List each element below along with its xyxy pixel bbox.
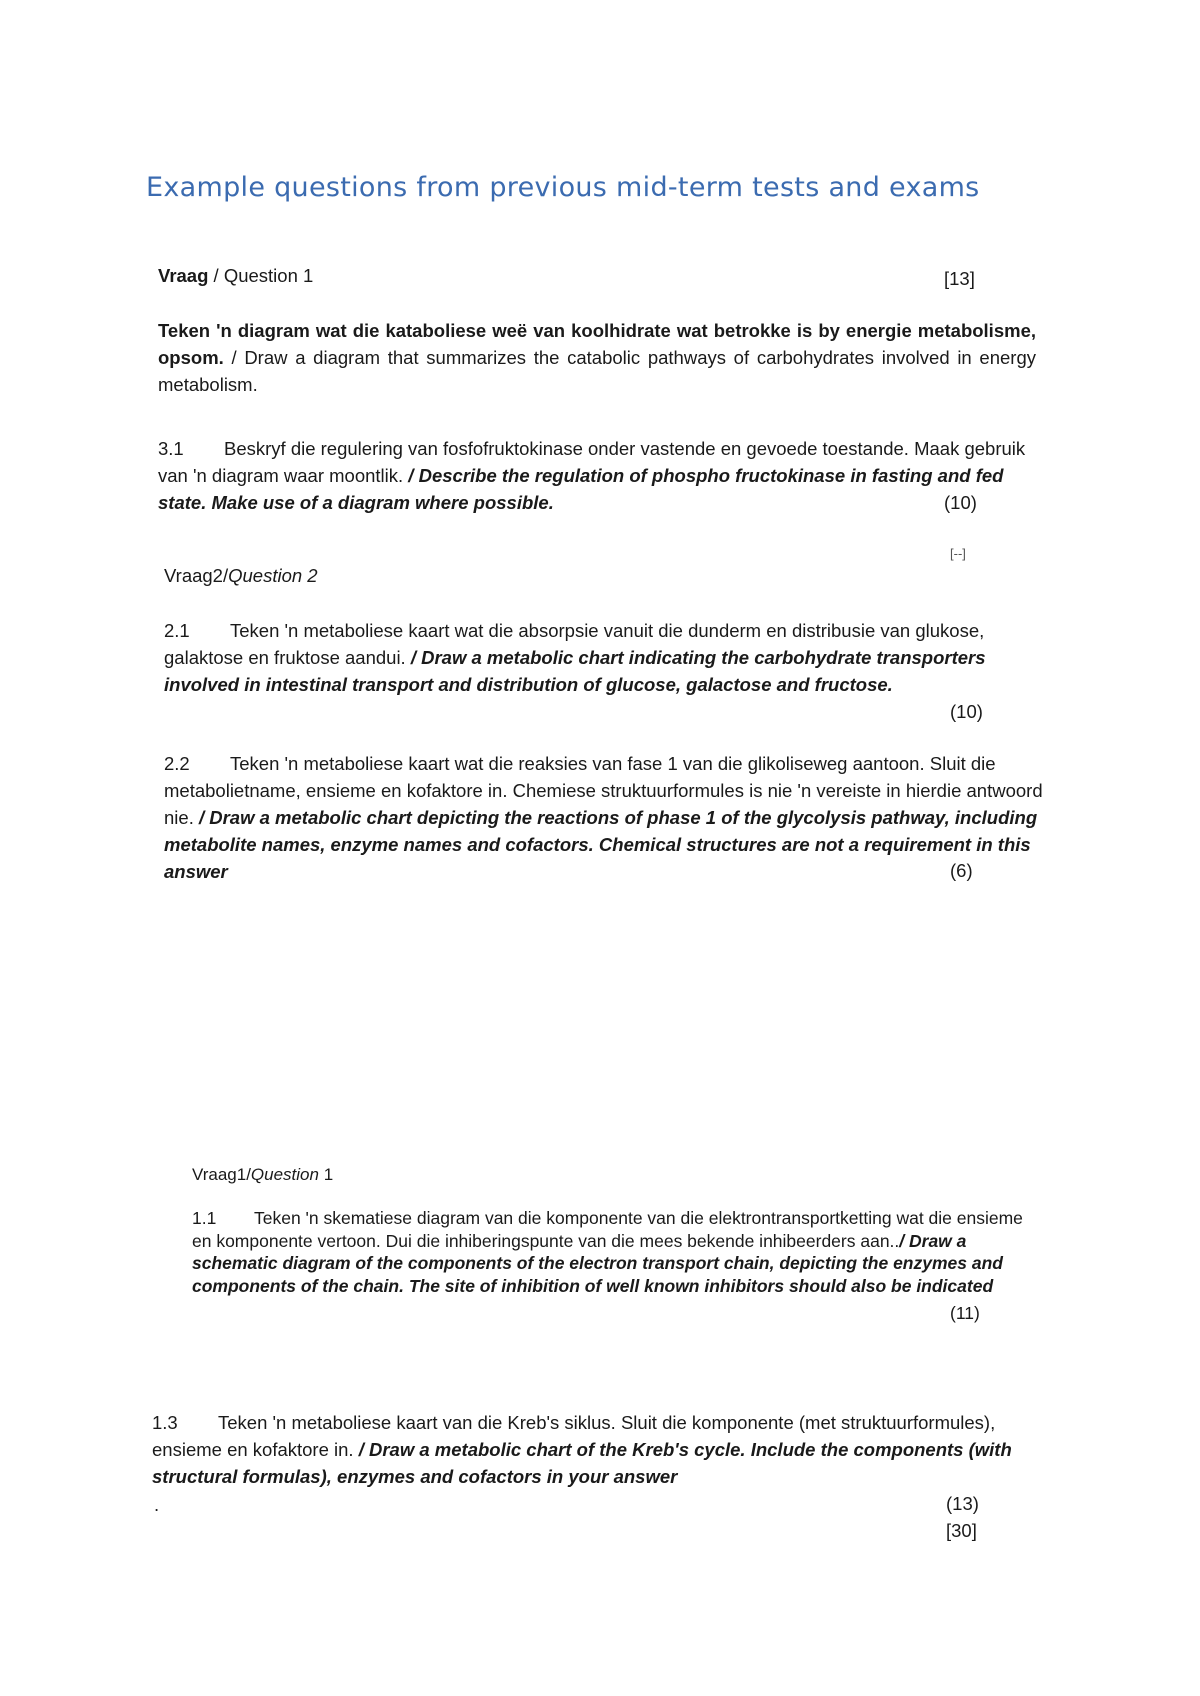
- question-heading: [158, 262, 1038, 289]
- question-marks: (10): [944, 492, 977, 513]
- heading-num: 1: [318, 1165, 334, 1184]
- question-total-marks: [13]: [944, 268, 975, 289]
- question-block-3-heading: [192, 1161, 333, 1188]
- question-marks: (13): [946, 1493, 979, 1514]
- question-text-af: Beskryf die regulering van fosfofruktokinase onder vastende en gevoede toestande. Maak gebruik van 'n diagram waar moontlik.: [158, 438, 1026, 486]
- heading-sep: /: [208, 265, 224, 286]
- question-number: 2.2: [164, 753, 190, 774]
- question-block-2-heading: [164, 562, 318, 589]
- question-text-af: Teken 'n metaboliese kaart wat die absorpsie vanuit die dunderm en distribusie van glukose, galaktose en fruktose aandui.: [164, 620, 985, 668]
- question-marks: (11): [950, 1303, 980, 1323]
- question-number: 3.1: [158, 438, 184, 459]
- page-title: Example questions from previous mid-term tests and exams: [146, 172, 980, 203]
- question-text-en: / Draw a schematic diagram of the components of the electron transport chain, depicting the enzymes and components of the chain. The site of inhibition of well known inhibitors should also be indicated: [192, 1230, 1003, 1296]
- question-text-af: Teken 'n skematiese diagram van die komponente van die elektrontransportketting wat die ensieme en komponente vertoon. Dui die inhiberingspunte van die mees bekende inhibeerders aan..: [192, 1208, 1023, 1251]
- question-text-en: / Draw a metabolic chart indicating the carbohydrate transporters involved in intestinal transport and distribution of glucose, galactose and fructose.: [164, 647, 986, 695]
- stray-mark: [--]: [950, 546, 966, 561]
- question-text-af: Teken 'n metaboliese kaart wat die reaksies van fase 1 van die glikoliseweg aantoon. Sluit die metabolietname, ensieme en kofaktore in. Chemiese struktuurformules is nie 'n vereiste in hierdie antwoord nie.: [164, 753, 1043, 828]
- heading-af: Vraag2/: [164, 565, 229, 586]
- question-1-text: [158, 317, 1036, 398]
- question-marks: (6): [950, 860, 973, 881]
- question-text-en: / Draw a metabolic chart depicting the reactions of phase 1 of the glycolysis pathway, including metabolite names, enzyme names and cofactors. Chemical structures are not a requirement in this answer: [164, 807, 1038, 882]
- question-number: 2.1: [164, 620, 190, 641]
- question-block-1: [158, 262, 1038, 289]
- heading-af: Vraag: [158, 265, 209, 286]
- question-2-2: [164, 750, 1044, 885]
- question-text-af: Teken 'n metaboliese kaart van die Kreb's siklus. Sluit die komponente (met struktuurformules), ensieme en kofaktore in.: [152, 1412, 996, 1460]
- question-text-af: Teken 'n diagram wat die kataboliese weë van koolhidrate wat betrokke is by energie metabolisme, opsom.: [158, 320, 1036, 368]
- question-marks: (10): [950, 701, 983, 722]
- question-text-en: / Draw a metabolic chart of the Kreb's cycle. Include the components (with structural formulas), enzymes and cofactors in your answer: [152, 1439, 1012, 1487]
- question-3-1: [158, 435, 1038, 516]
- heading-en: Question 2: [228, 565, 318, 586]
- question-1-1: [192, 1207, 1032, 1297]
- question-number: 1.1: [192, 1208, 217, 1228]
- question-1-3: [152, 1409, 1032, 1490]
- stray-dot: .: [154, 1494, 160, 1515]
- question-text-en: / Draw a diagram that summarizes the catabolic pathways of carbohydrates involved in energy metabolism.: [158, 347, 1036, 395]
- heading-af: Vraag1/: [192, 1165, 251, 1184]
- heading-en: Question 1: [223, 265, 314, 286]
- question-total-marks: [30]: [946, 1520, 977, 1541]
- question-number: 1.3: [152, 1412, 178, 1433]
- heading-en: Question: [250, 1165, 319, 1184]
- question-2-1: [164, 617, 1024, 698]
- question-text-en: / Describe the regulation of phospho fructokinase in fasting and fed state. Make use of a diagram where possible.: [158, 465, 1004, 513]
